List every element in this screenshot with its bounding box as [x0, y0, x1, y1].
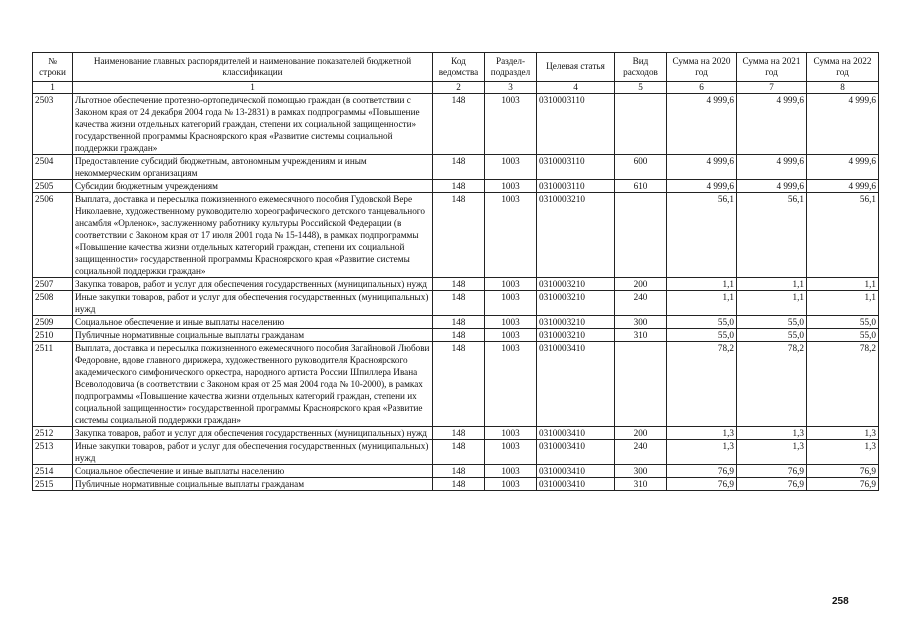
row-sum-2020: 76,9	[667, 478, 737, 491]
row-department-code: 148	[433, 478, 485, 491]
row-section: 1003	[485, 316, 537, 329]
row-number: 2512	[33, 427, 73, 440]
row-section: 1003	[485, 342, 537, 427]
column-number: 1	[73, 82, 433, 94]
row-number: 2505	[33, 180, 73, 193]
column-number: 4	[537, 82, 615, 94]
row-expense-type: 600	[615, 155, 667, 180]
row-name: Иные закупки товаров, работ и услуг для обеспечения государственных (муниципальных) нужд	[73, 291, 433, 316]
table-row	[33, 316, 879, 329]
row-number: 2513	[33, 440, 73, 465]
table-header-row	[33, 53, 879, 82]
row-target-article: 0310003110	[537, 180, 615, 193]
header-target-article: Целевая статья	[537, 53, 615, 82]
row-sum-2021: 76,9	[737, 465, 807, 478]
header-sum-2021: Сумма на 2021 год	[737, 53, 807, 82]
row-sum-2022: 1,3	[807, 427, 879, 440]
row-number: 2509	[33, 316, 73, 329]
row-number: 2511	[33, 342, 73, 427]
row-number: 2507	[33, 278, 73, 291]
row-section: 1003	[485, 155, 537, 180]
budget-table	[32, 52, 879, 491]
row-target-article: 0310003210	[537, 193, 615, 278]
table-row	[33, 180, 879, 193]
row-expense-type: 610	[615, 180, 667, 193]
row-sum-2020: 1,1	[667, 278, 737, 291]
row-name: Предоставление субсидий бюджетным, автономным учреждениям и иным некоммерческим организациям	[73, 155, 433, 180]
row-section: 1003	[485, 291, 537, 316]
column-number: 2	[433, 82, 485, 94]
row-sum-2020: 55,0	[667, 316, 737, 329]
row-name: Социальное обеспечение и иные выплаты населению	[73, 316, 433, 329]
row-section: 1003	[485, 180, 537, 193]
row-expense-type	[615, 94, 667, 155]
row-target-article: 0310003410	[537, 342, 615, 427]
row-department-code: 148	[433, 193, 485, 278]
row-sum-2022: 4 999,6	[807, 155, 879, 180]
row-name: Льготное обеспечение протезно-ортопедической помощью граждан (в соответствии с Законом края от 24 декабря 2004 года № 13-2831) в рамках подпрограммы «Повышение качества жизни отдельных категорий граждан, степени их социальной защищенности» государственной программы Красноярского края «Развитие системы социальной поддержки граждан»	[73, 94, 433, 155]
table-row	[33, 155, 879, 180]
row-section: 1003	[485, 193, 537, 278]
table-row	[33, 478, 879, 491]
row-sum-2022: 76,9	[807, 478, 879, 491]
table-row	[33, 329, 879, 342]
row-target-article: 0310003110	[537, 155, 615, 180]
row-section: 1003	[485, 465, 537, 478]
row-target-article: 0310003410	[537, 427, 615, 440]
row-target-article: 0310003210	[537, 291, 615, 316]
row-target-article: 0310003210	[537, 316, 615, 329]
row-target-article: 0310003110	[537, 94, 615, 155]
row-name: Выплата, доставка и пересылка пожизненного ежемесячного пособия Гудовской Вере Николаевне, художественному руководителю хореографического детского танцевального ансамбля «Орленок», заслуженному работнику культуры Российской Федерации (в соответствии с Законом края от 17 июля 2001 года № 15-1448), в рамках подпрограммы «Повышение качества жизни отдельных категорий граждан, степени их социальной защищенности» государственной программы Красноярского края «Развитие системы социальной поддержки граждан»	[73, 193, 433, 278]
row-section: 1003	[485, 427, 537, 440]
row-sum-2020: 78,2	[667, 342, 737, 427]
row-expense-type	[615, 193, 667, 278]
row-sum-2020: 4 999,6	[667, 155, 737, 180]
row-section: 1003	[485, 94, 537, 155]
row-name: Публичные нормативные социальные выплаты гражданам	[73, 478, 433, 491]
column-number: 7	[737, 82, 807, 94]
row-sum-2022: 1,1	[807, 291, 879, 316]
header-sum-2022: Сумма на 2022 год	[807, 53, 879, 82]
column-number: 8	[807, 82, 879, 94]
row-target-article: 0310003410	[537, 440, 615, 465]
row-sum-2020: 56,1	[667, 193, 737, 278]
row-expense-type: 310	[615, 478, 667, 491]
row-section: 1003	[485, 278, 537, 291]
header-section: Раздел-подраздел	[485, 53, 537, 82]
row-sum-2022: 55,0	[807, 329, 879, 342]
table-row	[33, 342, 879, 427]
row-sum-2020: 1,3	[667, 440, 737, 465]
column-number-row	[33, 82, 879, 94]
row-sum-2020: 4 999,6	[667, 94, 737, 155]
row-department-code: 148	[433, 329, 485, 342]
table-row	[33, 427, 879, 440]
row-sum-2021: 4 999,6	[737, 94, 807, 155]
row-expense-type: 200	[615, 278, 667, 291]
row-number: 2504	[33, 155, 73, 180]
row-target-article: 0310003410	[537, 465, 615, 478]
row-department-code: 148	[433, 316, 485, 329]
row-sum-2021: 78,2	[737, 342, 807, 427]
row-sum-2021: 1,3	[737, 440, 807, 465]
row-expense-type: 310	[615, 329, 667, 342]
row-target-article: 0310003210	[537, 278, 615, 291]
row-department-code: 148	[433, 465, 485, 478]
column-number: 5	[615, 82, 667, 94]
table-row	[33, 291, 879, 316]
row-number: 2508	[33, 291, 73, 316]
row-department-code: 148	[433, 291, 485, 316]
row-sum-2021: 1,1	[737, 278, 807, 291]
row-expense-type: 200	[615, 427, 667, 440]
row-sum-2021: 4 999,6	[737, 155, 807, 180]
table-row	[33, 94, 879, 155]
row-name: Социальное обеспечение и иные выплаты населению	[73, 465, 433, 478]
row-number: 2515	[33, 478, 73, 491]
row-sum-2022: 1,3	[807, 440, 879, 465]
row-sum-2020: 55,0	[667, 329, 737, 342]
header-sum-2020: Сумма на 2020 год	[667, 53, 737, 82]
row-number: 2503	[33, 94, 73, 155]
row-expense-type	[615, 342, 667, 427]
table-row	[33, 465, 879, 478]
row-department-code: 148	[433, 278, 485, 291]
table-row	[33, 193, 879, 278]
column-number: 3	[485, 82, 537, 94]
row-sum-2021: 4 999,6	[737, 180, 807, 193]
row-sum-2022: 1,1	[807, 278, 879, 291]
row-section: 1003	[485, 478, 537, 491]
table-body	[33, 94, 879, 491]
row-sum-2020: 1,1	[667, 291, 737, 316]
row-sum-2021: 1,1	[737, 291, 807, 316]
row-name: Публичные нормативные социальные выплаты гражданам	[73, 329, 433, 342]
document-page	[32, 52, 878, 491]
row-sum-2020: 1,3	[667, 427, 737, 440]
row-sum-2021: 1,3	[737, 427, 807, 440]
row-name: Выплата, доставка и пересылка пожизненного ежемесячного пособия Загайновой Любови Федоровне, вдове главного дирижера, художественного руководителя Красноярского академического симфонического оркестра, народного артиста России Шпиллера Ивана Всеволодовича (в соответствии с Законом края от 25 мая 2004 года № 10-2000), в рамках подпрограммы «Повышение качества жизни отдельных категорий граждан, степени их социальной защищенности» государственной программы Красноярского края «Развитие системы социальной поддержки граждан»	[73, 342, 433, 427]
row-department-code: 148	[433, 440, 485, 465]
column-number: 1	[33, 82, 73, 94]
row-name: Закупка товаров, работ и услуг для обеспечения государственных (муниципальных) нужд	[73, 278, 433, 291]
row-sum-2022: 4 999,6	[807, 94, 879, 155]
header-name: Наименование главных распорядителей и наименование показателей бюджетной классификации	[73, 53, 433, 82]
header-expense-type: Вид расходов	[615, 53, 667, 82]
column-number: 6	[667, 82, 737, 94]
row-section: 1003	[485, 440, 537, 465]
row-number: 2514	[33, 465, 73, 478]
row-sum-2022: 76,9	[807, 465, 879, 478]
row-name: Субсидии бюджетным учреждениям	[73, 180, 433, 193]
row-name: Закупка товаров, работ и услуг для обеспечения государственных (муниципальных) нужд	[73, 427, 433, 440]
row-sum-2022: 78,2	[807, 342, 879, 427]
row-sum-2020: 4 999,6	[667, 180, 737, 193]
row-department-code: 148	[433, 155, 485, 180]
row-target-article: 0310003210	[537, 329, 615, 342]
row-sum-2021: 55,0	[737, 329, 807, 342]
page-number: 258	[832, 596, 849, 607]
row-target-article: 0310003410	[537, 478, 615, 491]
row-department-code: 148	[433, 342, 485, 427]
row-sum-2021: 55,0	[737, 316, 807, 329]
header-row-number: № строки	[33, 53, 73, 82]
row-sum-2022: 56,1	[807, 193, 879, 278]
row-sum-2021: 76,9	[737, 478, 807, 491]
row-number: 2506	[33, 193, 73, 278]
row-department-code: 148	[433, 180, 485, 193]
table-row	[33, 278, 879, 291]
row-expense-type: 240	[615, 440, 667, 465]
row-department-code: 148	[433, 94, 485, 155]
row-name: Иные закупки товаров, работ и услуг для обеспечения государственных (муниципальных) нужд	[73, 440, 433, 465]
row-sum-2022: 4 999,6	[807, 180, 879, 193]
row-expense-type: 300	[615, 465, 667, 478]
row-sum-2021: 56,1	[737, 193, 807, 278]
row-number: 2510	[33, 329, 73, 342]
row-department-code: 148	[433, 427, 485, 440]
row-sum-2022: 55,0	[807, 316, 879, 329]
table-row	[33, 440, 879, 465]
row-expense-type: 300	[615, 316, 667, 329]
row-section: 1003	[485, 329, 537, 342]
row-expense-type: 240	[615, 291, 667, 316]
row-sum-2020: 76,9	[667, 465, 737, 478]
header-department-code: Код ведомства	[433, 53, 485, 82]
